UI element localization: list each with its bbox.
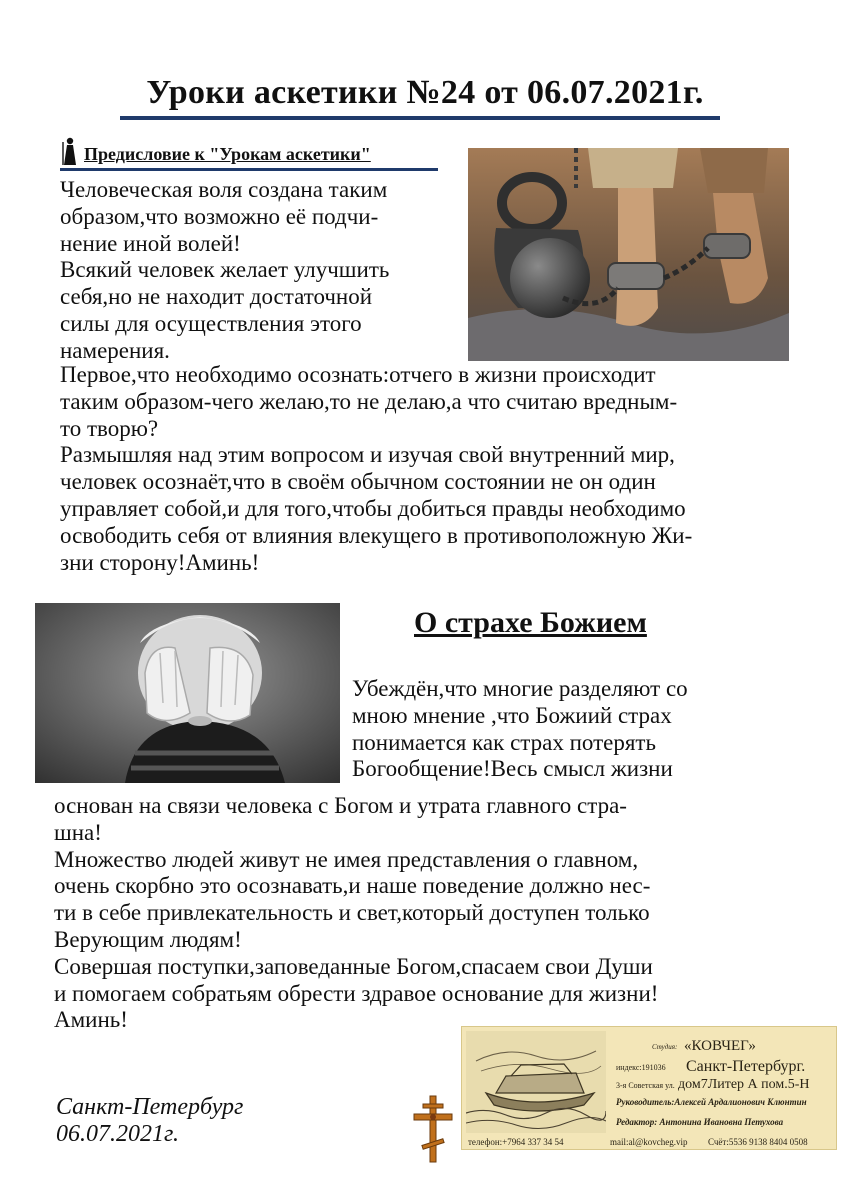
title-underline	[120, 116, 720, 120]
card-street: 3-я Советская ул.	[616, 1081, 675, 1090]
preface-underline	[60, 168, 438, 171]
preface-link[interactable]: Предисловие к "Урокам аскетики"	[84, 144, 371, 164]
card-head: Руководитель:Алексей Ардалионович Клюнтин	[616, 1097, 807, 1107]
card-account: Счёт:5536 9138 8404 0508	[708, 1137, 808, 1147]
text-line: ти в себе привлекательность и свет,который доступен только	[54, 900, 650, 926]
card-house: дом7Литер А пом.5-Н	[678, 1077, 810, 1092]
text-line: таким образом-чего желаю,то не делаю,а что считаю вредным-	[60, 388, 678, 414]
text-line: Богообщение!Весь смысл жизни	[352, 756, 673, 782]
section-heading: О страхе Божием	[414, 606, 647, 639]
card-city: Санкт-Петербург.	[686, 1058, 806, 1075]
ark-sketch-icon	[466, 1031, 606, 1133]
signoff	[56, 1094, 243, 1148]
card-phone: телефон:+7964 337 34 54	[468, 1137, 564, 1147]
card-mail-link[interactable]: mail:al@kovcheg.vip	[610, 1137, 688, 1147]
text-line: Аминь!	[54, 1007, 128, 1033]
text-line: Первое,что необходимо осознать:отчего в жизни происходит	[60, 362, 656, 387]
monk-icon	[60, 136, 80, 166]
text-line: шна!	[54, 819, 102, 845]
text-line: Убеждён,что многие разделяют со	[352, 676, 688, 701]
signoff-date: 06.07.2021г.	[56, 1121, 180, 1147]
text-line: понимается как страх потерять	[352, 729, 656, 755]
text-line: Человеческая воля создана таким	[60, 177, 388, 202]
text-line: намерения.	[60, 337, 170, 363]
orthodox-cross-icon	[412, 1094, 454, 1164]
fear-paragraph-top	[352, 676, 688, 783]
text-line: то творю?	[60, 415, 159, 441]
card-studio-label: Студия:	[652, 1043, 678, 1051]
text-line: человек осознаёт,что в своём обычном состоянии не он один	[60, 469, 656, 495]
main-paragraph	[60, 362, 692, 576]
text-line: Множество людей живут не имея представления о главном,	[54, 846, 639, 872]
child-covering-face-image	[35, 603, 340, 783]
text-line: основан на связи человека с Богом и утрата главного стра-	[54, 793, 627, 818]
text-line: Размышляя над этим вопросом и изучая свой внутренний мир,	[60, 442, 675, 468]
card-editor: Редактор: Антонина Ивановна Петухова	[616, 1117, 784, 1127]
text-line: образом,что возможно её подчи-	[60, 203, 379, 229]
text-line: Верующим людям!	[54, 926, 242, 952]
fear-paragraph-full	[54, 793, 658, 1034]
intro-paragraph	[60, 177, 389, 365]
page-title: Уроки аскетики №24 от 06.07.2021г.	[146, 74, 704, 111]
chained-feet-image	[468, 148, 789, 361]
text-line: освободить себя от влияния влекущего в противоположную Жи-	[60, 522, 693, 548]
text-line: управляет собой,и для того,чтобы добиться правды необходимо	[60, 495, 686, 521]
text-line: Всякий человек желает улучшить	[60, 257, 390, 283]
text-line: зни сторону!Аминь!	[60, 549, 260, 575]
text-line: мною мнение ,что Божиий страх	[352, 702, 672, 728]
text-line: и помогаем собратьям обрести здравое основание для жизни!	[54, 980, 659, 1006]
text-line: себя,но не находит достаточной	[60, 284, 373, 310]
text-line: Совершая поступки,заповеданные Богом,спасаем свои Души	[54, 953, 653, 979]
studio-business-card	[461, 1026, 837, 1150]
card-index: индекс:191036	[616, 1063, 666, 1072]
text-line: очень скорбно это осознавать,и наше поведение должно нес-	[54, 873, 651, 899]
text-line: силы для осуществления этого	[60, 310, 362, 336]
card-studio-name: «КОВЧЕГ»	[684, 1038, 756, 1054]
signoff-city: Санкт-Петербург	[56, 1094, 244, 1120]
text-line: нение иной волей!	[60, 230, 241, 256]
